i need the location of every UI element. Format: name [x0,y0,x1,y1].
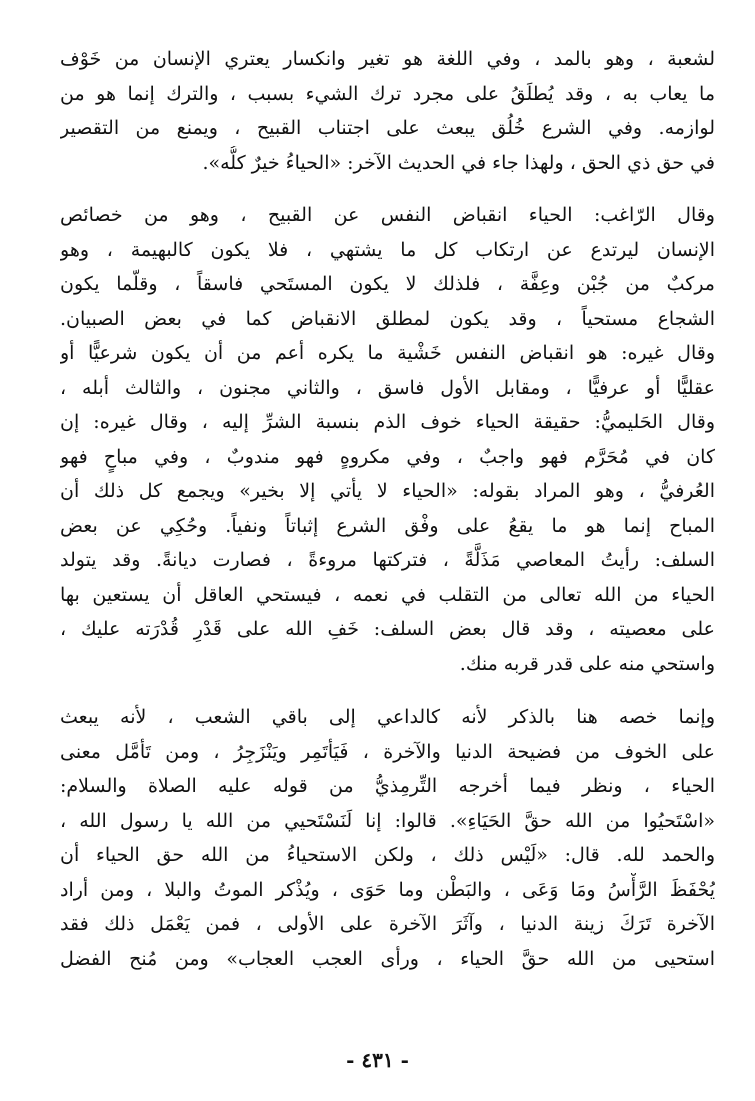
text-line: على الخوف من فضيحة الدنيا والآخرة ، فَيَأتَمِر ويَنْزَجِرُ ، ومن تَأمَّل معنى [60,740,715,763]
text-line: ما يعاب به ، وقد يُطلَقُ على مجرد ترك الشيء بسبب ، والترك إنما هو من [60,82,715,105]
text-line: واستحي منه على قدر قربه منك. [459,652,715,675]
text-line: كان في مُحَرَّم فهو واجبٌ ، وفي مكروهٍ فهو مندوبٌ ، وفي مباحٍ فهو [60,445,715,468]
text-line: وقال الحَليميُّ: حقيقة الحياء خوف الذم بنسبة الشرِّ إليه ، وقال غيره: إن [60,411,715,433]
text-line: لشعبة ، وهو بالمد ، وفي اللغة هو تغير وانكسار يعتري الإنسان من خَوْف [60,48,715,70]
text-line: الحياء ، ونظر فيما أخرجه التِّرمِذيُّ من قوله عليه الصلاة والسلام: [60,775,715,797]
text-line: المباح إنما هو ما يقعُ على وفْق الشرع إثباتاً ونفياً. وحُكِي عن بعض [60,514,715,537]
text-line: الشجاع مستحياً ، وقد يكون لمطلق الانقباض كما في بعض الصبيان. [60,307,715,330]
text-line: استحيى من الله حقَّ الحياء ، ورأى العجب العجاب» ومن مُنح الفضل [60,947,715,970]
text-line: «اسْتَحيُوا من الله حقَّ الحَيَاءِ». قالوا: إنا لَنَسْتَحيي من الله يا رسول الله ، [60,809,715,832]
text-line: العُرفيُّ ، وهو المراد بقوله: «الحياء لا يأتي إلا بخير» ويجمع كل ذلك أن [60,480,715,502]
text-line: الإنسان ليرتدع عن ارتكاب كل ما يشتهي ، فلا يكون كالبهيمة ، وهو [60,238,715,261]
text-line: وقال غيره: هو انقباض النفس خَشْية ما يكره أعم من أن يكون شرعيًّا أو [60,342,715,364]
text-line: عقليًّا أو عرفيًّا ، ومقابل الأول فاسق ، والثاني مجنون ، والثالث أبله ، [60,376,715,399]
paragraph-1 [60,42,715,180]
page-number: - ٤٣١ - [346,1048,409,1072]
text-line: وإنما خصه هنا بالذكر لأنه كالداعي إلى باقي الشعب ، لأنه يبعث [60,706,715,728]
text-line: والحمد لله. قال: «لَيْس ذلك ، ولكن الاستحياءُ من الله حق الحياء أن [60,844,715,866]
text-line: الحياء من الله تعالى من التقلب في نعمه ، فيستحي العاقل أن يستعين بها [60,583,715,606]
text-line: السلف: رأيتُ المعاصي مَذَلَّةً ، فتركتها مروءةً ، فصارت ديانةً. وقد يتولد [60,549,715,571]
text-line: الآخرة تَرَكَ زينة الدنيا ، وآثَرَ الآخرة على الأولى ، فمن يَعْمَل ذلك فقد [60,913,715,935]
text-line: يُحْفَظَ الرَّأْسُ ومَا وَعَى ، والبَطْن وما حَوَى ، ويُذْكر الموتُ والبلا ، ومن أراد [60,878,715,901]
text-line: مركبٌ من جُبْن وعِفَّة ، فلذلك لا يكون المستَحي فاسقاً ، وقلّما يكون [60,273,715,295]
text-line: في حق ذي الحق ، ولهذا جاء في الحديث الآخر: «الحياءُ خيرٌ كلُّه». [202,151,715,174]
text-line: لوازمه. وفي الشرع خُلُق يبعث على اجتناب القبيح ، ويمنع من التقصير [60,117,715,139]
text-line: على معصيته ، وقد قال بعض السلف: خَفِ الله على قَدْرِ قُدْرَته عليك ، [60,618,715,640]
paragraph-2 [60,198,715,681]
text-line: وقال الرّاغب: الحياء انقباض النفس عن القبيح ، وهو من خصائص [60,204,715,226]
paragraph-3 [60,700,715,976]
